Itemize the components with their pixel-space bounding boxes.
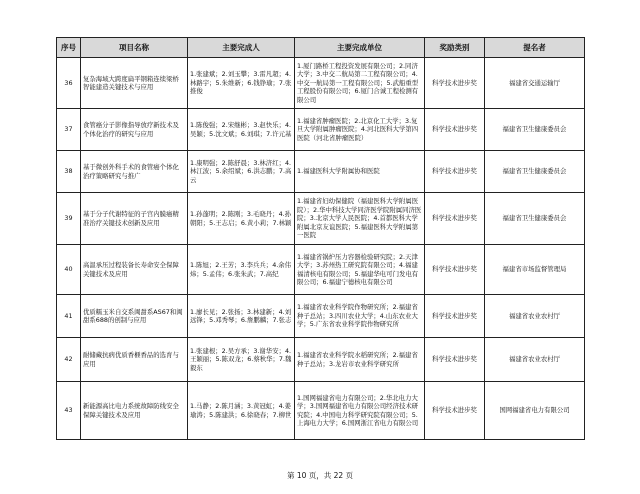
row-nominator: 福建省市场监督管理局	[485, 245, 585, 295]
row-nominator: 福建省农业农村厅	[485, 338, 585, 382]
row-num: 38	[57, 151, 81, 193]
row-nominator: 福建省卫生健康委员会	[485, 193, 585, 245]
row-num: 42	[57, 338, 81, 382]
row-project: 新能源高比电力系统故障防线安全保障关键技术及应用	[81, 382, 188, 440]
table-row	[57, 245, 585, 295]
table-row	[57, 58, 585, 109]
row-persons: 1.康明强；2.陈舒晨；3.林济红；4.林江波；5.余绍斌；6.洪志鹏；7.高云	[188, 151, 295, 193]
row-units: 1.国网福建省电力有限公司；2.华北电力大学；3.国网福建省电力有限公司经济技术研究院；4.中国电力科学研究院有限公司；5.上海电力大学；6.国网浙江省电力有限公司	[295, 382, 425, 440]
row-category: 科学技术进步奖	[425, 193, 485, 245]
row-persons: 1.孙蓬明；2.陈刚；3.毛晓丹；4.孙朝阳；5.王志启；6.黄小莉；7.林颖	[188, 193, 295, 245]
header-category: 奖励类别	[425, 38, 485, 58]
page-number: 第 10 页，共 22 页	[286, 471, 354, 480]
row-units: 1.福建省肿瘤医院；2.北京化工大学；3.复旦大学附属肿瘤医院；4.河北医科大学第四医院（河北省肿瘤医院）	[295, 109, 425, 151]
awards-table	[56, 37, 585, 440]
row-project: 食管癌分子影像指导放疗新技术及个体化治疗的研究与应用	[81, 109, 188, 151]
row-category: 科学技术进步奖	[425, 382, 485, 440]
row-nominator: 国网福建省电力有限公司	[485, 382, 585, 440]
row-nominator: 福建省农业农村厅	[485, 295, 585, 338]
row-nominator: 福建省交通运输厅	[485, 58, 585, 109]
row-units: 1.福建省农业科学院水稻研究所；2.福建省种子总站；3.龙岩市农业科学研究所	[295, 338, 425, 382]
row-persons: 1.张建根；2.吴方承；3.谢华安；4.王颖丽；5.陈双龙；6.蔡秋华；7.魏毅东	[188, 338, 295, 382]
row-project: 基于分子代谢特征的子宫内膜癌精准治疗关键技术创新及应用	[81, 193, 188, 245]
row-num: 40	[57, 245, 81, 295]
table-row	[57, 193, 585, 245]
row-project: 高温承压过程装备长寿命安全保障关键技术及应用	[81, 245, 188, 295]
row-project: 耐储藏抗病优质香榧香品的选育与应用	[81, 338, 188, 382]
table-row	[57, 151, 585, 193]
row-units: 1.福建省农业科学院作物研究所；2.福建省种子总站；3.四川农业大学；4.山东农业大学；5.广东省农业科学院作物研究所	[295, 295, 425, 338]
table-row	[57, 338, 585, 382]
row-num: 43	[57, 382, 81, 440]
table-header-row	[57, 38, 585, 58]
row-persons: 1.张建斌；2.刘玉攀；3.雷凡超；4.林路宇；5.朱维新；6.钱铮瑜；7.张推俊	[188, 58, 295, 109]
row-project: 基于微创外科手术的食管癌个体化治疗策略研究与推广	[81, 151, 188, 193]
row-num: 37	[57, 109, 81, 151]
row-num: 36	[57, 58, 81, 109]
row-category: 科学技术进步奖	[425, 151, 485, 193]
header-nominator: 提名者	[485, 38, 585, 58]
header-project: 项目名称	[81, 38, 188, 58]
table-row	[57, 295, 585, 338]
row-category: 科学技术进步奖	[425, 338, 485, 382]
row-units: 1.厦门路桥工程投资发展有限公司；2.同济大学；3.中交二航局第二工程有限公司；4.中交一航局第一工程有限公司；5.武船重型工程股份有限公司；6.厦门合诚工程检测有限公司	[295, 58, 425, 109]
row-persons: 1.陈旭；2.王芳；3.李兵兵；4.余伟炜；5.孟伟；6.张朱武；7.高纪	[188, 245, 295, 295]
row-nominator: 福建省卫生健康委员会	[485, 109, 585, 151]
header-units: 主要完成单位	[295, 38, 425, 58]
row-category: 科学技术进步奖	[425, 58, 485, 109]
row-nominator: 福建省卫生健康委员会	[485, 151, 585, 193]
row-persons: 1.马静；2.陈月涵；3.黄冠虹；4.姜瑜涛；5.陈建洪；6.徐晓春；7.柳世	[188, 382, 295, 440]
row-units: 1.福建医科大学附属协和医院	[295, 151, 425, 193]
header-persons: 主要完成人	[188, 38, 295, 58]
row-category: 科学技术进步奖	[425, 295, 485, 338]
table-row	[57, 109, 585, 151]
row-category: 科学技术进步奖	[425, 245, 485, 295]
row-project: 复杂海域大跨度扁平钢箱连续梁桥智能建造关键技术与应用	[81, 58, 188, 109]
row-units: 1.福建省妇幼保健院（福建医科大学附属医院）；2.华中科技大学同济医学院附属同济医院；3.北京大学人民医院；4.首都医科大学附属北京友谊医院；5.福建医科大学附属第一医院	[295, 193, 425, 245]
header-num: 序号	[57, 38, 81, 58]
table-row	[57, 382, 585, 440]
row-num: 41	[57, 295, 81, 338]
row-units: 1.福建省锅炉压力容器检验研究院；2.天津大学；3.苏州热工研究院有限公司；4.福建福清核电有限公司；5.福建华电可门发电有限公司；6.福建宁德核电有限公司	[295, 245, 425, 295]
row-persons: 1.廖长见；2.张扬；3.林建新；4.刘远锋；5.邓秀琴；6.詹鹏麟；7.张志	[188, 295, 295, 338]
row-persons: 1.陈俊强；2.宋继彬；3.赵快乐；4.吴颖；5.沈文斌；6.刘琪；7.许元基	[188, 109, 295, 151]
row-project: 优质糯玉米自交系闽甜系AS67和闽甜系688的创制与应用	[81, 295, 188, 338]
row-category: 科学技术进步奖	[425, 109, 485, 151]
row-num: 39	[57, 193, 81, 245]
